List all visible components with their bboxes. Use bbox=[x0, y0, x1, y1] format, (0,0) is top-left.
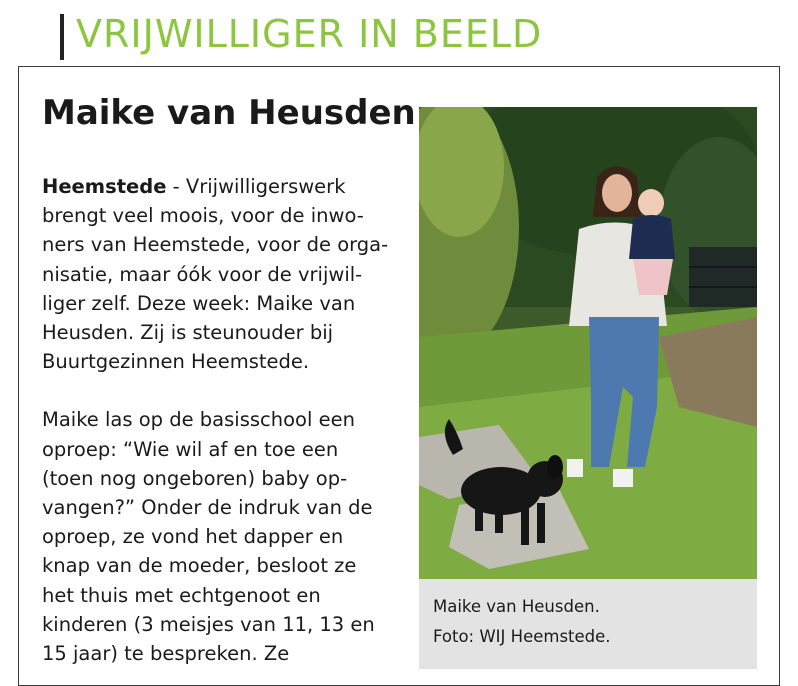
body-line: Maike las op de basisschool een bbox=[42, 408, 355, 432]
body-line: knap van de moeder, besloot ze bbox=[42, 554, 357, 578]
article-body bbox=[42, 172, 392, 668]
body-line: 15 jaar) te bespreken. Ze bbox=[42, 642, 290, 666]
body-line: ners van Heemstede, voor de orga- bbox=[42, 233, 389, 257]
body-line: oproep: “Wie wil af en toe een bbox=[42, 437, 339, 461]
caption-credit: Foto: WIJ Heemstede. bbox=[433, 627, 611, 646]
body-line: Heemstede - Vrijwilligerswerk bbox=[42, 175, 346, 198]
body-line: (toen nog ongeboren) baby op- bbox=[42, 466, 348, 490]
paragraph-gap bbox=[42, 376, 392, 405]
body-line: het thuis met echtgenoot en bbox=[42, 583, 321, 607]
article-headline: Maike van Heusden bbox=[42, 93, 416, 133]
body-line: vangen?” Onder de indruk van de bbox=[42, 496, 373, 520]
body-line: brengt veel moois, voor de inwo- bbox=[42, 204, 364, 228]
section-title-bar bbox=[60, 14, 64, 60]
caption-name: Maike van Heusden. bbox=[433, 597, 600, 616]
lead-place: Heemstede bbox=[42, 175, 167, 198]
article-photo bbox=[419, 107, 757, 579]
body-line: kinderen (3 meisjes van 11, 13 en bbox=[42, 612, 375, 636]
body-line: oproep, ze vond het dapper en bbox=[42, 525, 344, 549]
body-line: Heusden. Zij is steunouder bij bbox=[42, 321, 334, 345]
photo-caption bbox=[419, 579, 757, 669]
body-line: liger zelf. Deze week: Maike van bbox=[42, 291, 356, 315]
section-title: VRIJWILLIGER IN BEELD bbox=[76, 12, 543, 56]
body-line: nisatie, maar óók voor de vrijwil- bbox=[42, 262, 363, 286]
body-line: Buurtgezinnen Heemstede. bbox=[42, 350, 310, 374]
